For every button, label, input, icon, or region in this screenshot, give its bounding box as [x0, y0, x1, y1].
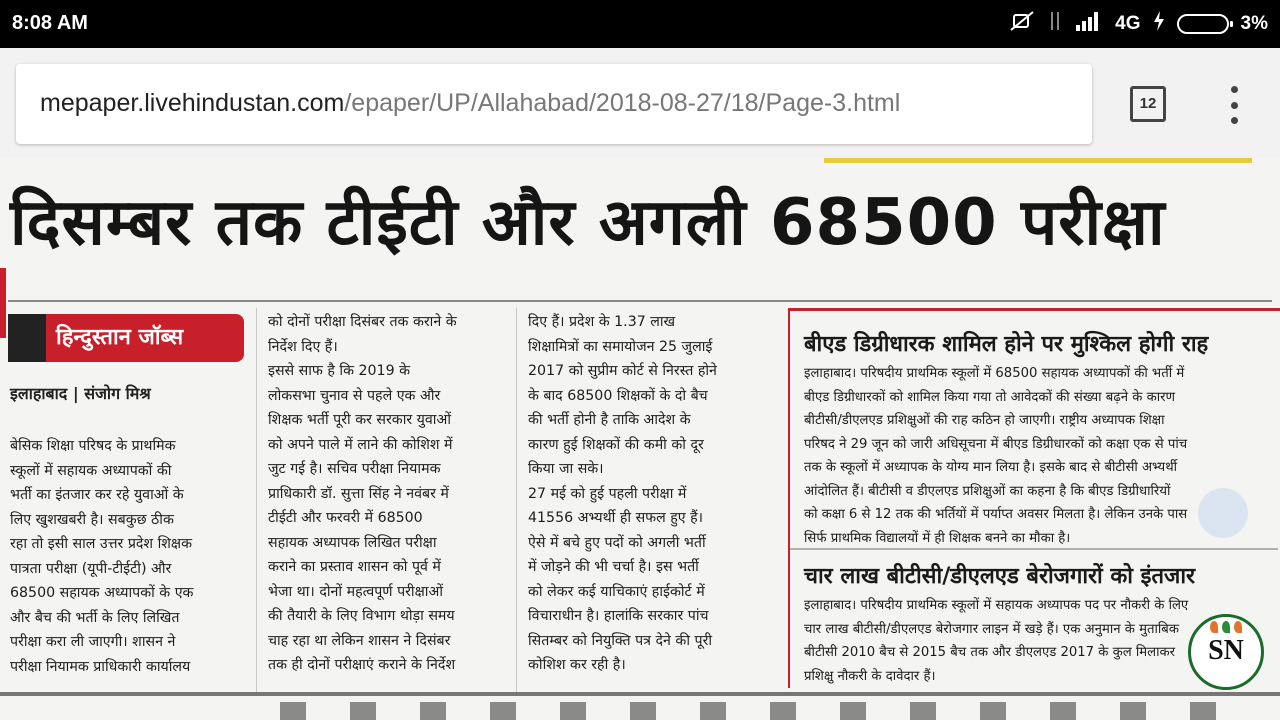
text-line: परीक्षा नियामक प्राधिकारी कार्यालय	[10, 658, 191, 675]
text-line: परीक्षा करा ली जाएगी। शासन ने	[10, 634, 176, 650]
status-icons	[1009, 9, 1268, 39]
left-accent-bar	[0, 268, 6, 338]
text-line: भेजा था। दोनों महत्वपूर्ण परीक्षाओं	[268, 583, 443, 600]
text-line: की तैयारी के लिए विभाग थोड़ा समय	[268, 608, 455, 624]
battery-icon	[1177, 14, 1229, 34]
text-line: कारण हुई शिक्षकों की कमी को दूर	[528, 436, 704, 453]
article-column-2	[268, 310, 504, 678]
box-divider	[790, 548, 1278, 550]
text-line: बीटीसी 2010 बैच से 2015 बैच तक और डीएलएड 2017 के कुल मिलाकर	[804, 645, 1176, 660]
text-line: चाह रहा था लेकिन शासन ने दिसंबर	[268, 632, 451, 649]
text-line: चार लाख बीटीसी/डीएलएड बेरोजगार लाइन में खड़े हैं। एक अनुमान के मुताबिक	[804, 621, 1179, 637]
newspaper-seal-icon	[8, 314, 46, 362]
channel-logo-icon	[1188, 614, 1264, 690]
address-bar[interactable]	[16, 64, 1092, 144]
text-line: बेसिक शिक्षा परिषद के प्राथमिक	[10, 438, 176, 454]
text-line: इलाहाबाद। परिषदीय प्राथमिक स्कूलों में 68500 सहायक अध्यापकों की भर्ती में	[804, 366, 1185, 381]
box2-title: चार लाख बीटीसी/डीएलएड बेरोजगारों को इंतजार	[804, 564, 1196, 589]
text-line: 27 मई को हुई पहली परीक्षा में	[528, 485, 687, 502]
text-line: की भर्ती होनी है ताकि आदेश के	[528, 412, 691, 428]
text-line: के बाद 68500 शिक्षकों के दो बैच	[528, 387, 708, 404]
column-divider	[256, 308, 257, 692]
text-line: को दोनों परीक्षा दिसंबर तक कराने के	[268, 314, 457, 330]
headline-divider	[8, 300, 1272, 302]
charging-icon	[1153, 11, 1165, 37]
text-line: किया जा सके।	[528, 461, 604, 477]
url-domain: mepaper.livehindustan.com	[40, 89, 345, 117]
text-line: बीटीसी/डीएलएड प्रशिक्षुओं की राह कठिन हो जाएगी। राष्ट्रीय अध्यापक शिक्षा	[804, 413, 1165, 428]
text-line: को कक्षा 6 से 12 तक की भर्तियों में पर्याप्त अवसर मिलता है। लेकिन उनके पास	[804, 507, 1188, 522]
text-line: लिए खुशखबरी है। सबकुछ ठीक	[10, 511, 174, 528]
text-line: स्कूलों में सहायक अध्यापकों की	[10, 462, 172, 479]
battery-percent: 3%	[1240, 13, 1268, 34]
text-line: रहा तो इसी साल उत्तर प्रदेश शिक्षक	[10, 536, 192, 552]
data-transfer-icon	[1047, 10, 1063, 38]
text-line: तक के स्कूलों में अध्यापक के योग्य मान लिया है। इसके बाद से बीटीसी अभ्यर्थी	[804, 460, 1178, 475]
top-rule	[824, 158, 1252, 163]
text-line: इससे साफ है कि 2019 के	[268, 363, 411, 379]
article-column-1	[10, 434, 242, 679]
box2-body	[804, 594, 1188, 688]
column-divider	[516, 308, 517, 692]
network-type: 4G	[1115, 13, 1141, 34]
text-line: तक ही दोनों परीक्षाएं कराने के निर्देश	[268, 657, 456, 673]
signal-icon	[1075, 10, 1103, 38]
text-line: इलाहाबाद। परिषदीय प्राथमिक स्कूलों में सहायक अध्यापक पद पर नौकरी के लिए	[804, 598, 1189, 613]
browser-toolbar	[0, 48, 1280, 158]
text-line: कोशिश कर रही है।	[528, 657, 626, 673]
text-line: परिषद ने 29 जून को जारी अधिसूचना में बीएड डिग्रीधारकों को कक्षा एक से पांच	[804, 436, 1188, 452]
text-line: 68500 सहायक अध्यापकों के एक	[10, 585, 194, 601]
status-bar	[0, 0, 1280, 48]
url-path: /epaper/UP/Allahabad/2018-08-27/18/Page-3.html	[344, 89, 901, 117]
text-line: और बैच की भर्ती के लिए लिखित	[10, 609, 180, 626]
section-logo	[8, 314, 244, 362]
article-column-3	[528, 310, 764, 678]
page-headline: दिसम्बर तक टीईटी और अगली 68500 परीक्षा	[10, 186, 1166, 260]
page-divider	[0, 692, 1280, 696]
epaper-page[interactable]	[0, 158, 1280, 720]
byline: इलाहाबाद | संजोग मिश्र	[10, 384, 151, 403]
text-line: भर्ती का इंतजार कर रहे युवाओं के	[10, 487, 184, 503]
text-line: प्रशिक्षु नौकरी के दावेदार हैं।	[804, 668, 936, 684]
mute-icon	[1009, 10, 1035, 38]
text-line: सितम्बर को नियुक्ति पत्र देने की पूरी	[528, 632, 713, 649]
tab-switcher-button[interactable]: 12	[1130, 86, 1166, 122]
box1-title: बीएड डिग्रीधारक शामिल होने पर मुश्किल होगी राह	[804, 332, 1209, 357]
text-line: ऐसे में बचे हुए पदों को अगली भर्ती	[528, 534, 706, 551]
section-label: हिन्दुस्तान जॉब्स	[46, 314, 244, 362]
text-line: शिक्षामित्रों का समायोजन 25 जुलाई	[528, 338, 713, 355]
text-line: जुट गई है। सचिव परीक्षा नियामक	[268, 461, 441, 477]
box1-body	[804, 362, 1187, 550]
text-line: प्राधिकारी डॉ. सुत्ता सिंह ने नवंबर में	[268, 485, 449, 502]
leaf-icon	[1199, 621, 1253, 635]
more-vert-icon[interactable]	[1222, 86, 1246, 124]
watermark-text: SN	[1208, 635, 1244, 666]
text-line: दिए हैं। प्रदेश के 1.37 लाख	[528, 314, 676, 330]
text-line: निर्देश दिए हैं।	[268, 338, 338, 355]
text-line: पात्रता परीक्षा (यूपी-टीईटी) और	[10, 560, 172, 577]
text-line: बीएड डिग्रीधारकों को शामिल किया गया तो आवेदकों की संख्या बढ़ने के कारण	[804, 389, 1176, 405]
text-line: सहायक अध्यापक लिखित परीक्षा	[268, 534, 437, 551]
touch-indicator	[1198, 488, 1248, 538]
text-line: शिक्षक भर्ती पूरी कर सरकार युवाओं	[268, 412, 451, 428]
text-line: को लेकर कई याचिकाएं हाईकोर्ट में	[528, 583, 705, 600]
text-line: लोकसभा चुनाव से पहले एक और	[268, 387, 441, 404]
text-line: सिर्फ प्राथमिक विद्यालयों में ही शिक्षक बनने का मौका है।	[804, 530, 1071, 546]
clock: 8:08 AM	[12, 12, 88, 34]
text-line: 2017 को सुप्रीम कोर्ट से निरस्त होने	[528, 363, 717, 379]
text-line: आंदोलित हैं। बीटीसी व डीएलएड प्रशिक्षुओं का कहना है कि बीएड डिग्रीधारियों	[804, 483, 1171, 499]
text-line: टीईटी और फरवरी में 68500	[268, 510, 423, 526]
text-line: कराने का प्रस्ताव शासन को पूर्व में	[268, 559, 441, 575]
text-line: में जोड़ने की भी चर्चा है। इस भर्ती	[528, 559, 699, 575]
text-line: विचाराधीन है। हालांकि सरकार पांच	[528, 608, 709, 624]
next-headline-fragment	[280, 702, 1240, 720]
text-line: को अपने पाले में लाने की कोशिश में	[268, 436, 453, 453]
text-line: 41556 अभ्यर्थी ही सफल हुए हैं।	[528, 510, 704, 526]
url-text[interactable]	[40, 89, 900, 118]
